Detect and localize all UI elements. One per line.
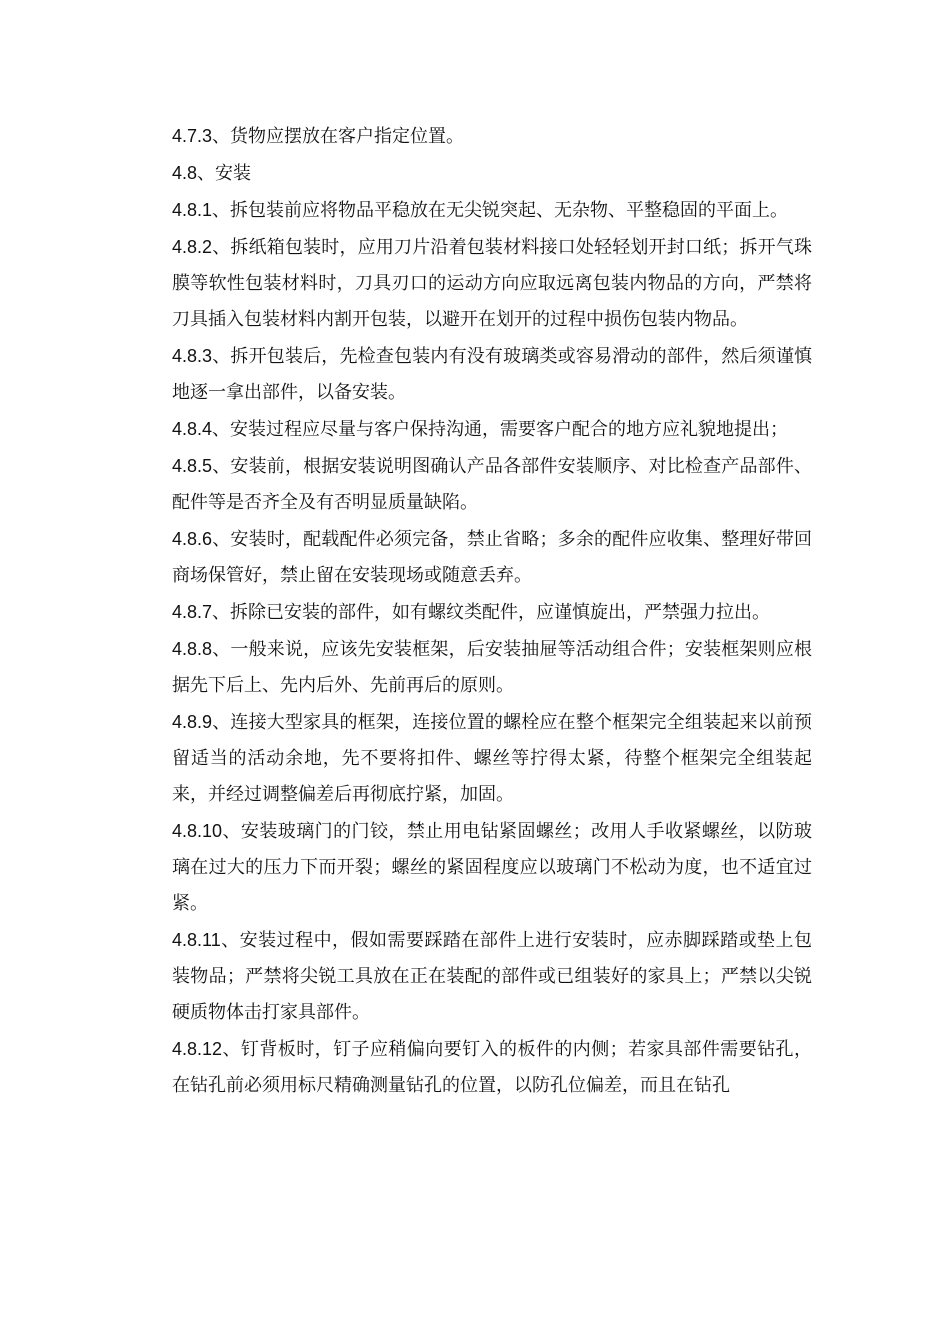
clause-text: 、拆开包装后，先检查包装内有没有玻璃类或容易滑动的部件，然后须谨慎地逐一拿出部件，以备安装。 <box>172 346 812 403</box>
paragraph-4-8-9 <box>172 704 812 813</box>
paragraph-4-8-7 <box>172 594 812 631</box>
clause-number: 4.8.12 <box>172 1039 223 1059</box>
paragraph-4-8-12 <box>172 1031 812 1104</box>
clause-text: 、安装过程应尽量与客户保持沟通，需要客户配合的地方应礼貌地提出； <box>212 419 789 440</box>
paragraph-4-7-3 <box>172 118 812 155</box>
clause-number: 4.8.7 <box>172 602 213 622</box>
paragraph-4-8-5 <box>172 448 812 521</box>
clause-text: 、安装时，配载配件必须完备，禁止省略；多余的配件应收集、整理好带回商场保管好，禁止留在安装现场或随意丢弃。 <box>172 529 812 586</box>
clause-text: 、一般来说，应该先安装框架，后安装抽屉等活动组合件；安装框架则应根据先下后上、先内后外、先前再后的原则。 <box>172 639 812 696</box>
clause-text: 、安装玻璃门的门铰，禁止用电钻紧固螺丝；改用人手收紧螺丝，以防玻璃在过大的压力下而开裂；螺丝的紧固程度应以玻璃门不松动为度，也不适宜过紧。 <box>172 821 812 914</box>
clause-text: 、安装 <box>197 163 252 184</box>
paragraph-4-8-6 <box>172 521 812 594</box>
paragraph-4-8 <box>172 155 812 192</box>
clause-number: 4.8.11 <box>172 930 221 950</box>
paragraph-4-8-1 <box>144 192 812 229</box>
clause-text: 、拆除已安装的部件，如有螺纹类配件，应谨慎旋出，严禁强力拉出。 <box>212 602 771 623</box>
clause-number: 4.8.10 <box>172 821 223 841</box>
clause-number: 4.8.9 <box>172 712 213 732</box>
clause-number: 4.8.3 <box>172 346 213 366</box>
clause-number: 4.7.3 <box>172 126 213 146</box>
clause-number: 4.8.1 <box>172 200 213 220</box>
clause-number: 4.8.5 <box>172 456 213 476</box>
paragraph-4-8-3 <box>172 338 812 411</box>
clause-number: 4.8.8 <box>172 639 213 659</box>
document-body <box>172 118 812 1104</box>
clause-text: 、货物应摆放在客户指定位置。 <box>212 126 465 147</box>
clause-text: 、安装前，根据安装说明图确认产品各部件安装顺序、对比检查产品部件、配件等是否齐全及有否明显质量缺陷。 <box>172 456 812 513</box>
paragraph-4-8-4 <box>172 411 812 448</box>
clause-text: 、连接大型家具的框架，连接位置的螺栓应在整个框架完全组装起来以前预留适当的活动余地，先不要将扣件、螺丝等拧得太紧，待整个框架完全组装起来，并经过调整偏差后再彻底拧紧，加固。 <box>172 712 812 805</box>
clause-number: 4.8.6 <box>172 529 213 549</box>
clause-text: 、钉背板时，钉子应稍偏向要钉入的板件的内侧；若家具部件需要钻孔，在钻孔前必须用标尺精确测量钻孔的位置，以防孔位偏差，而且在钻孔 <box>172 1039 812 1096</box>
clause-number: 4.8.4 <box>172 419 213 439</box>
clause-number: 4.8 <box>172 163 198 183</box>
paragraph-4-8-10 <box>172 813 812 922</box>
clause-text: 、拆包装前应将物品平稳放在无尖锐突起、无杂物、平整稳固的平面上。 <box>212 200 789 221</box>
paragraph-4-8-11 <box>172 922 812 1031</box>
clause-number: 4.8.2 <box>172 237 213 257</box>
clause-text: 、安装过程中，假如需要踩踏在部件上进行安装时，应赤脚踩踏或垫上包装物品；严禁将尖锐工具放在正在装配的部件或已组装好的家具上；严禁以尖锐硬质物体击打家具部件。 <box>172 930 812 1023</box>
clause-text: 、拆纸箱包装时，应用刀片沿着包装材料接口处轻轻划开封口纸；拆开气珠膜等软性包装材料时，刀具刃口的运动方向应取远离包装内物品的方向，严禁将刀具插入包装材料内割开包装，以避开在划开的过程中损伤包装内物品。 <box>172 237 812 330</box>
paragraph-4-8-8 <box>172 631 812 704</box>
paragraph-4-8-2 <box>172 229 812 338</box>
